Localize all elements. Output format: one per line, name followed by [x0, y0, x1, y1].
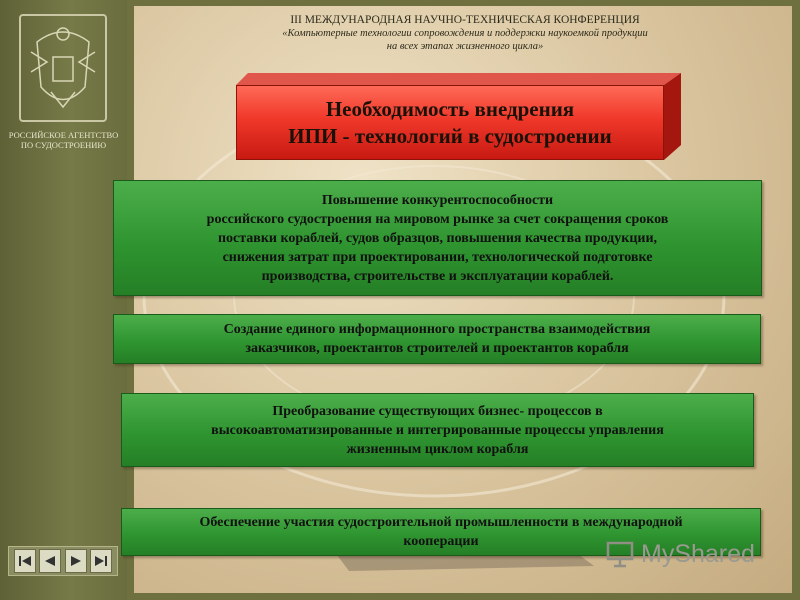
conference-subtitle-line-2: на всех этапах жизненного цикла» [386, 41, 544, 52]
next-slide-icon [69, 554, 83, 568]
agency-name [0, 130, 127, 150]
point-line: заказчиков, проектантов строителей и проектантов корабля [245, 341, 629, 356]
point-line: поставки кораблей, судов образцов, повышения качества продукции, [217, 230, 658, 246]
point-line: высокоавтоматизированные и интегрированные процессы управления [211, 422, 664, 438]
point-line: кооперации [403, 534, 479, 549]
presentation-icon [605, 539, 635, 569]
conference-header [140, 14, 790, 53]
point-line: жизненным циклом корабля [346, 441, 529, 457]
point-information-space [113, 314, 761, 364]
point-business-processes [121, 393, 754, 467]
point-line: снижения затрат при проектировании, технологической подготовке [222, 249, 653, 265]
slide-title-line-2: ИПИ - технологий в судостроении [288, 123, 612, 148]
agency-line-1: РОССИЙСКОЕ АГЕНТСТВО [8, 130, 119, 140]
sidebar [0, 0, 127, 600]
previous-slide-icon [43, 554, 57, 568]
slide-title [236, 85, 664, 160]
conference-title: III МЕЖДУНАРОДНАЯ НАУЧНО-ТЕХНИЧЕСКАЯ КОНФЕРЕНЦИЯ [290, 14, 640, 26]
watermark-text: MyShared [641, 539, 755, 568]
agency-line-2: ПО СУДОСТРОЕНИЮ [20, 140, 107, 150]
watermark [605, 536, 765, 572]
slide-title-line-1: Необходимость внедрения [325, 96, 575, 121]
first-slide-icon [18, 554, 32, 568]
next-slide-button[interactable] [65, 549, 87, 573]
coat-of-arms-emblem [17, 12, 109, 124]
point-competitiveness [113, 180, 762, 296]
point-line: Обеспечение участия судостроительной промышленности в международной [199, 515, 683, 530]
last-slide-icon [94, 554, 108, 568]
conference-subtitle-line-1: «Компьютерные технологии сопровождения и поддержки наукоемкой продукции [282, 28, 648, 39]
slide-navigation-bar [8, 546, 118, 576]
first-slide-button[interactable] [14, 549, 36, 573]
previous-slide-button[interactable] [39, 549, 61, 573]
point-line: российского судостроения на мировом рынке за счет сокращения сроков [206, 211, 669, 227]
point-line: Преобразование существующих бизнес- процессов в [272, 403, 603, 419]
point-line: производства, строительстве и эксплуатации кораблей. [261, 268, 614, 284]
last-slide-button[interactable] [90, 549, 112, 573]
point-line: Повышение конкурентоспособности [321, 192, 554, 208]
point-line: Создание единого информационного пространства взаимодействия [223, 322, 651, 337]
slide-title-block [236, 73, 681, 160]
